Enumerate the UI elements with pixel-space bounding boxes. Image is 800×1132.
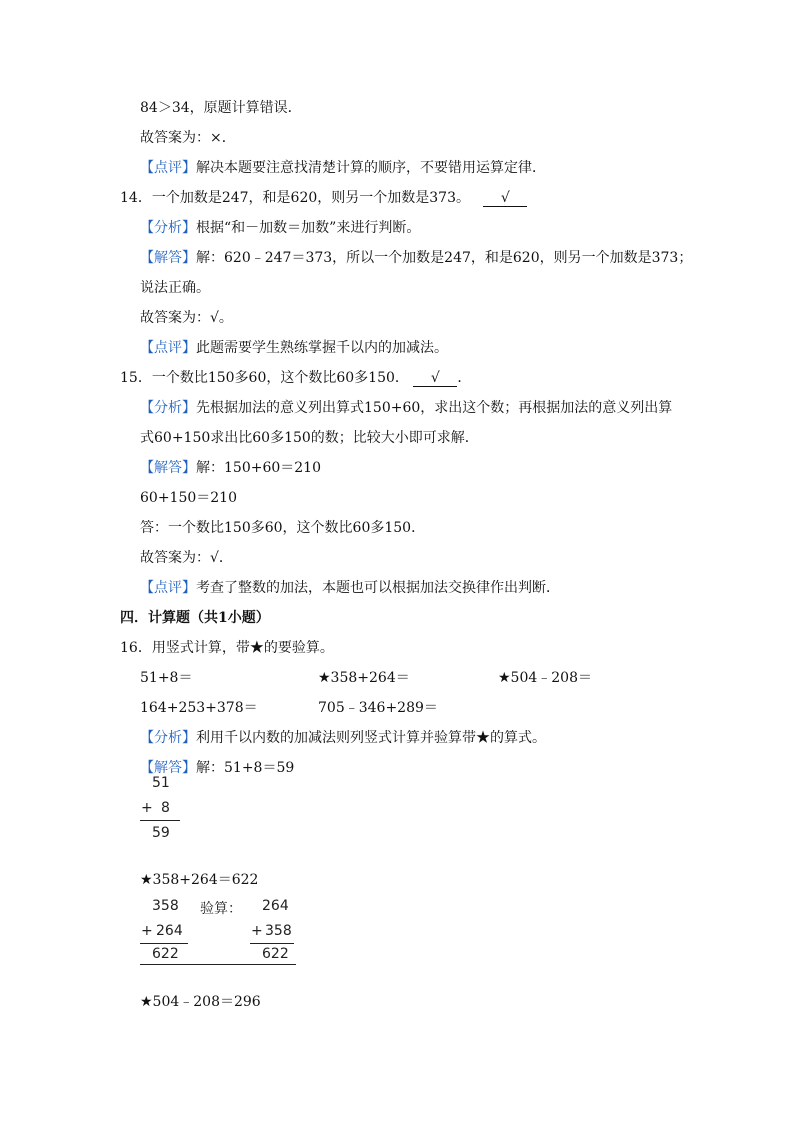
text-line: 答：一个数比150多60，这个数比60多150．: [140, 520, 426, 536]
text-line: 60+150＝210: [140, 490, 237, 506]
vc-check-top: 264: [262, 898, 289, 914]
check-label: 验算：: [200, 901, 242, 917]
expression: 164+253+378＝: [140, 700, 258, 716]
analysis-tag: 【分析】: [140, 730, 196, 746]
vc-result: 622: [152, 946, 179, 962]
question-15: 15．一个数比150多60，这个数比60多150． √ ．: [120, 370, 472, 386]
vc-check-result: 622: [262, 946, 289, 962]
vc-top: 51: [152, 775, 170, 791]
solution-tag: 【解答】: [140, 760, 196, 776]
vc-result: 59: [152, 825, 170, 841]
expression: ★504﹣208＝: [498, 670, 592, 686]
analysis-tag: 【分析】: [140, 220, 196, 236]
analysis-line: 【分析】利用千以内数的加减法则列竖式计算并验算带★的算式。: [140, 730, 546, 746]
comment-tag: 【点评】: [140, 340, 196, 356]
question-14: 14．一个加数是247，和是620，则另一个加数是373。 √: [120, 188, 527, 208]
analysis-line: 【分析】根据“和－加数＝加数”来进行判断。: [140, 220, 421, 236]
answer-blank: √: [413, 370, 457, 387]
solution-tag: 【解答】: [140, 250, 196, 266]
vc-mid: 8: [161, 800, 170, 816]
comment-line: 【点评】此题需要学生熟练掌握千以内的加减法。: [140, 340, 448, 356]
answer-line: 故答案为：√。: [140, 310, 233, 326]
answer-line: 故答案为：×．: [140, 130, 236, 146]
vc-mid: 264: [156, 923, 183, 939]
vc-check-line: [250, 943, 294, 944]
expression-result: ★358+264＝622: [140, 872, 259, 888]
expression: ★358+264＝: [318, 670, 410, 686]
text-line: 说法正确。: [140, 280, 210, 296]
answer-blank: √: [483, 190, 527, 207]
solution-tag: 【解答】: [140, 460, 196, 476]
solution-line: 【解答】解：51+8＝59: [140, 760, 295, 776]
vc-check-mid: 358: [265, 923, 292, 939]
vc-line: [140, 820, 180, 821]
expression: 51+8＝: [140, 670, 193, 686]
comment-tag: 【点评】: [140, 160, 196, 176]
vc-line: [140, 943, 188, 944]
expression: 705﹣346+289＝: [318, 700, 438, 716]
vc-top: 358: [152, 898, 179, 914]
answer-line: 故答案为：√．: [140, 550, 233, 566]
expression-result: ★504﹣208＝296: [140, 994, 261, 1010]
comment-line: 【点评】考查了整数的加法，本题也可以根据加法交换律作出判断．: [140, 580, 560, 596]
vc-bottom-line: [140, 964, 296, 965]
vc-op: +: [141, 923, 153, 939]
vc-op: +: [141, 800, 153, 816]
comment-line: 【点评】解决本题要注意找清楚计算的顺序，不要错用运算定律．: [140, 160, 546, 176]
solution-line: 【解答】解：150+60＝210: [140, 460, 321, 476]
analysis-tag: 【分析】: [140, 400, 196, 416]
section-heading: 四．计算题（共1小题）: [120, 610, 270, 626]
text-line: 84＞34，原题计算错误．: [140, 100, 302, 116]
analysis-line: 【分析】先根据加法的意义列出算式150+60，求出这个数；再根据加法的意义列出算: [140, 400, 673, 416]
solution-line: 【解答】解：620﹣247＝373，所以一个加数是247，和是620，则另一个加数是373；: [140, 250, 693, 266]
vc-check-op: +: [251, 923, 263, 939]
comment-tag: 【点评】: [140, 580, 196, 596]
question-16: 16．用竖式计算，带★的要验算。: [120, 640, 334, 656]
text-line: 式60+150求出比60多150的数；比较大小即可求解．: [140, 430, 479, 446]
